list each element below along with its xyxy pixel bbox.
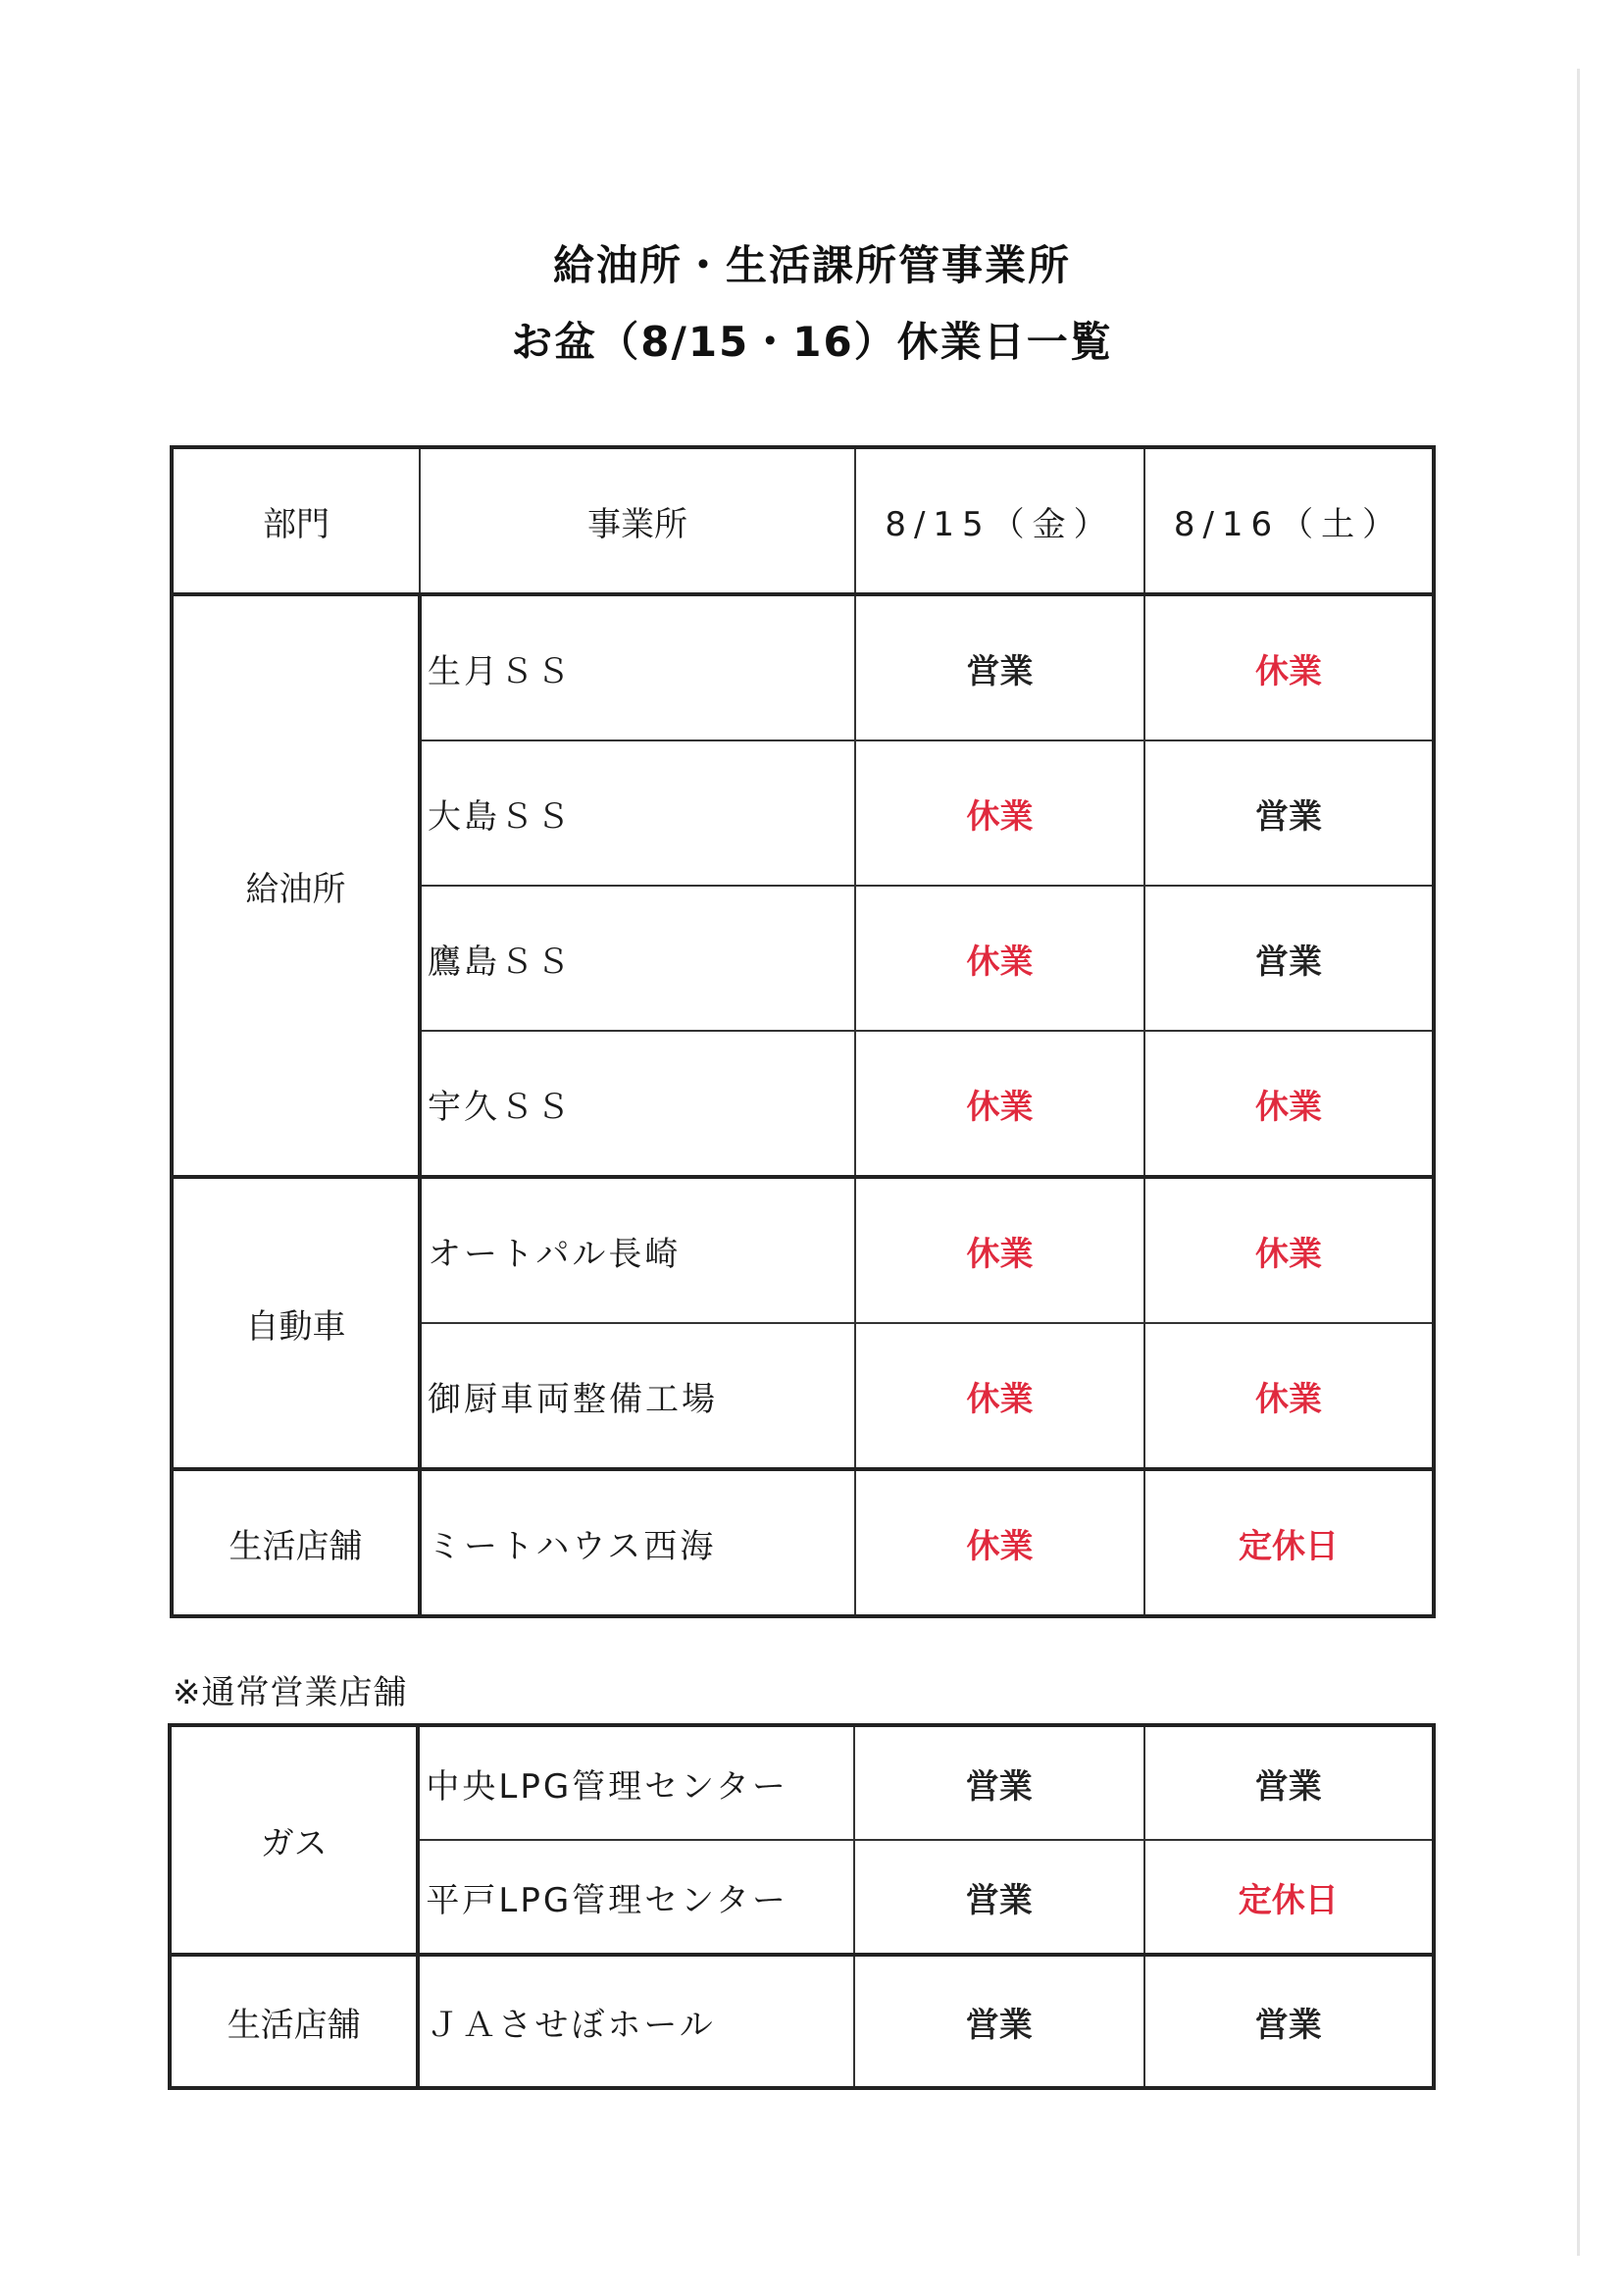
page-edge-line (1577, 69, 1580, 2256)
table-row (172, 1177, 1434, 1323)
dept-cell: 給油所 (172, 594, 420, 1177)
office-cell: ＪＡさせぼホール (418, 1955, 854, 2088)
header-office: 事業所 (420, 447, 855, 594)
status-day2: 休業 (1144, 1031, 1434, 1177)
status-day2: 営業 (1144, 886, 1434, 1031)
status-day2: 休業 (1144, 594, 1434, 740)
table-header-row (172, 447, 1434, 594)
dept-cell: ガス (170, 1725, 418, 1955)
status-day2: 営業 (1144, 1725, 1434, 1840)
dept-cell: 生活店舗 (172, 1469, 420, 1616)
status-day2: 休業 (1144, 1323, 1434, 1469)
title-line-1: 給油所・生活課所管事業所 (552, 241, 1071, 289)
status-day2: 定休日 (1144, 1840, 1434, 1955)
status-day2: 営業 (1144, 1955, 1434, 2088)
office-cell: 平戸LPG管理センター (418, 1840, 854, 1955)
dept-cell: 自動車 (172, 1177, 420, 1469)
table-row (170, 1955, 1434, 2088)
office-cell: 御厨車両整備工場 (420, 1323, 855, 1469)
table-row (172, 594, 1434, 740)
status-day1: 営業 (855, 594, 1144, 740)
header-day2: 8/16（土） (1144, 447, 1434, 594)
status-day1: 休業 (855, 886, 1144, 1031)
office-cell: 宇久ＳＳ (420, 1031, 855, 1177)
header-dept: 部門 (172, 447, 420, 594)
table-row (172, 1469, 1434, 1616)
office-cell: 中央LPG管理センター (418, 1725, 854, 1840)
normal-operation-table (168, 1723, 1436, 2090)
status-day1: 休業 (855, 740, 1144, 886)
normal-operation-note: ※通常営業店舗 (173, 1673, 408, 1712)
title-line-2: お盆（8/15・16）休業日一覧 (511, 318, 1113, 366)
status-day2: 定休日 (1144, 1469, 1434, 1616)
status-day1: 営業 (854, 1840, 1143, 1955)
header-day1: 8/15（金） (855, 447, 1144, 594)
office-cell: オートパル長崎 (420, 1177, 855, 1323)
document-title (0, 228, 1624, 381)
status-day1: 営業 (854, 1955, 1143, 2088)
dept-cell: 生活店舗 (170, 1955, 418, 2088)
status-day1: 営業 (854, 1725, 1143, 1840)
office-cell: 生月ＳＳ (420, 594, 855, 740)
status-day2: 休業 (1144, 1177, 1434, 1323)
status-day1: 休業 (855, 1323, 1144, 1469)
status-day2: 営業 (1144, 740, 1434, 886)
holiday-schedule-table (170, 445, 1436, 1618)
status-day1: 休業 (855, 1177, 1144, 1323)
office-cell: 鷹島ＳＳ (420, 886, 855, 1031)
office-cell: ミートハウス西海 (420, 1469, 855, 1616)
status-day1: 休業 (855, 1469, 1144, 1616)
office-cell: 大島ＳＳ (420, 740, 855, 886)
table-row (170, 1725, 1434, 1840)
status-day1: 休業 (855, 1031, 1144, 1177)
